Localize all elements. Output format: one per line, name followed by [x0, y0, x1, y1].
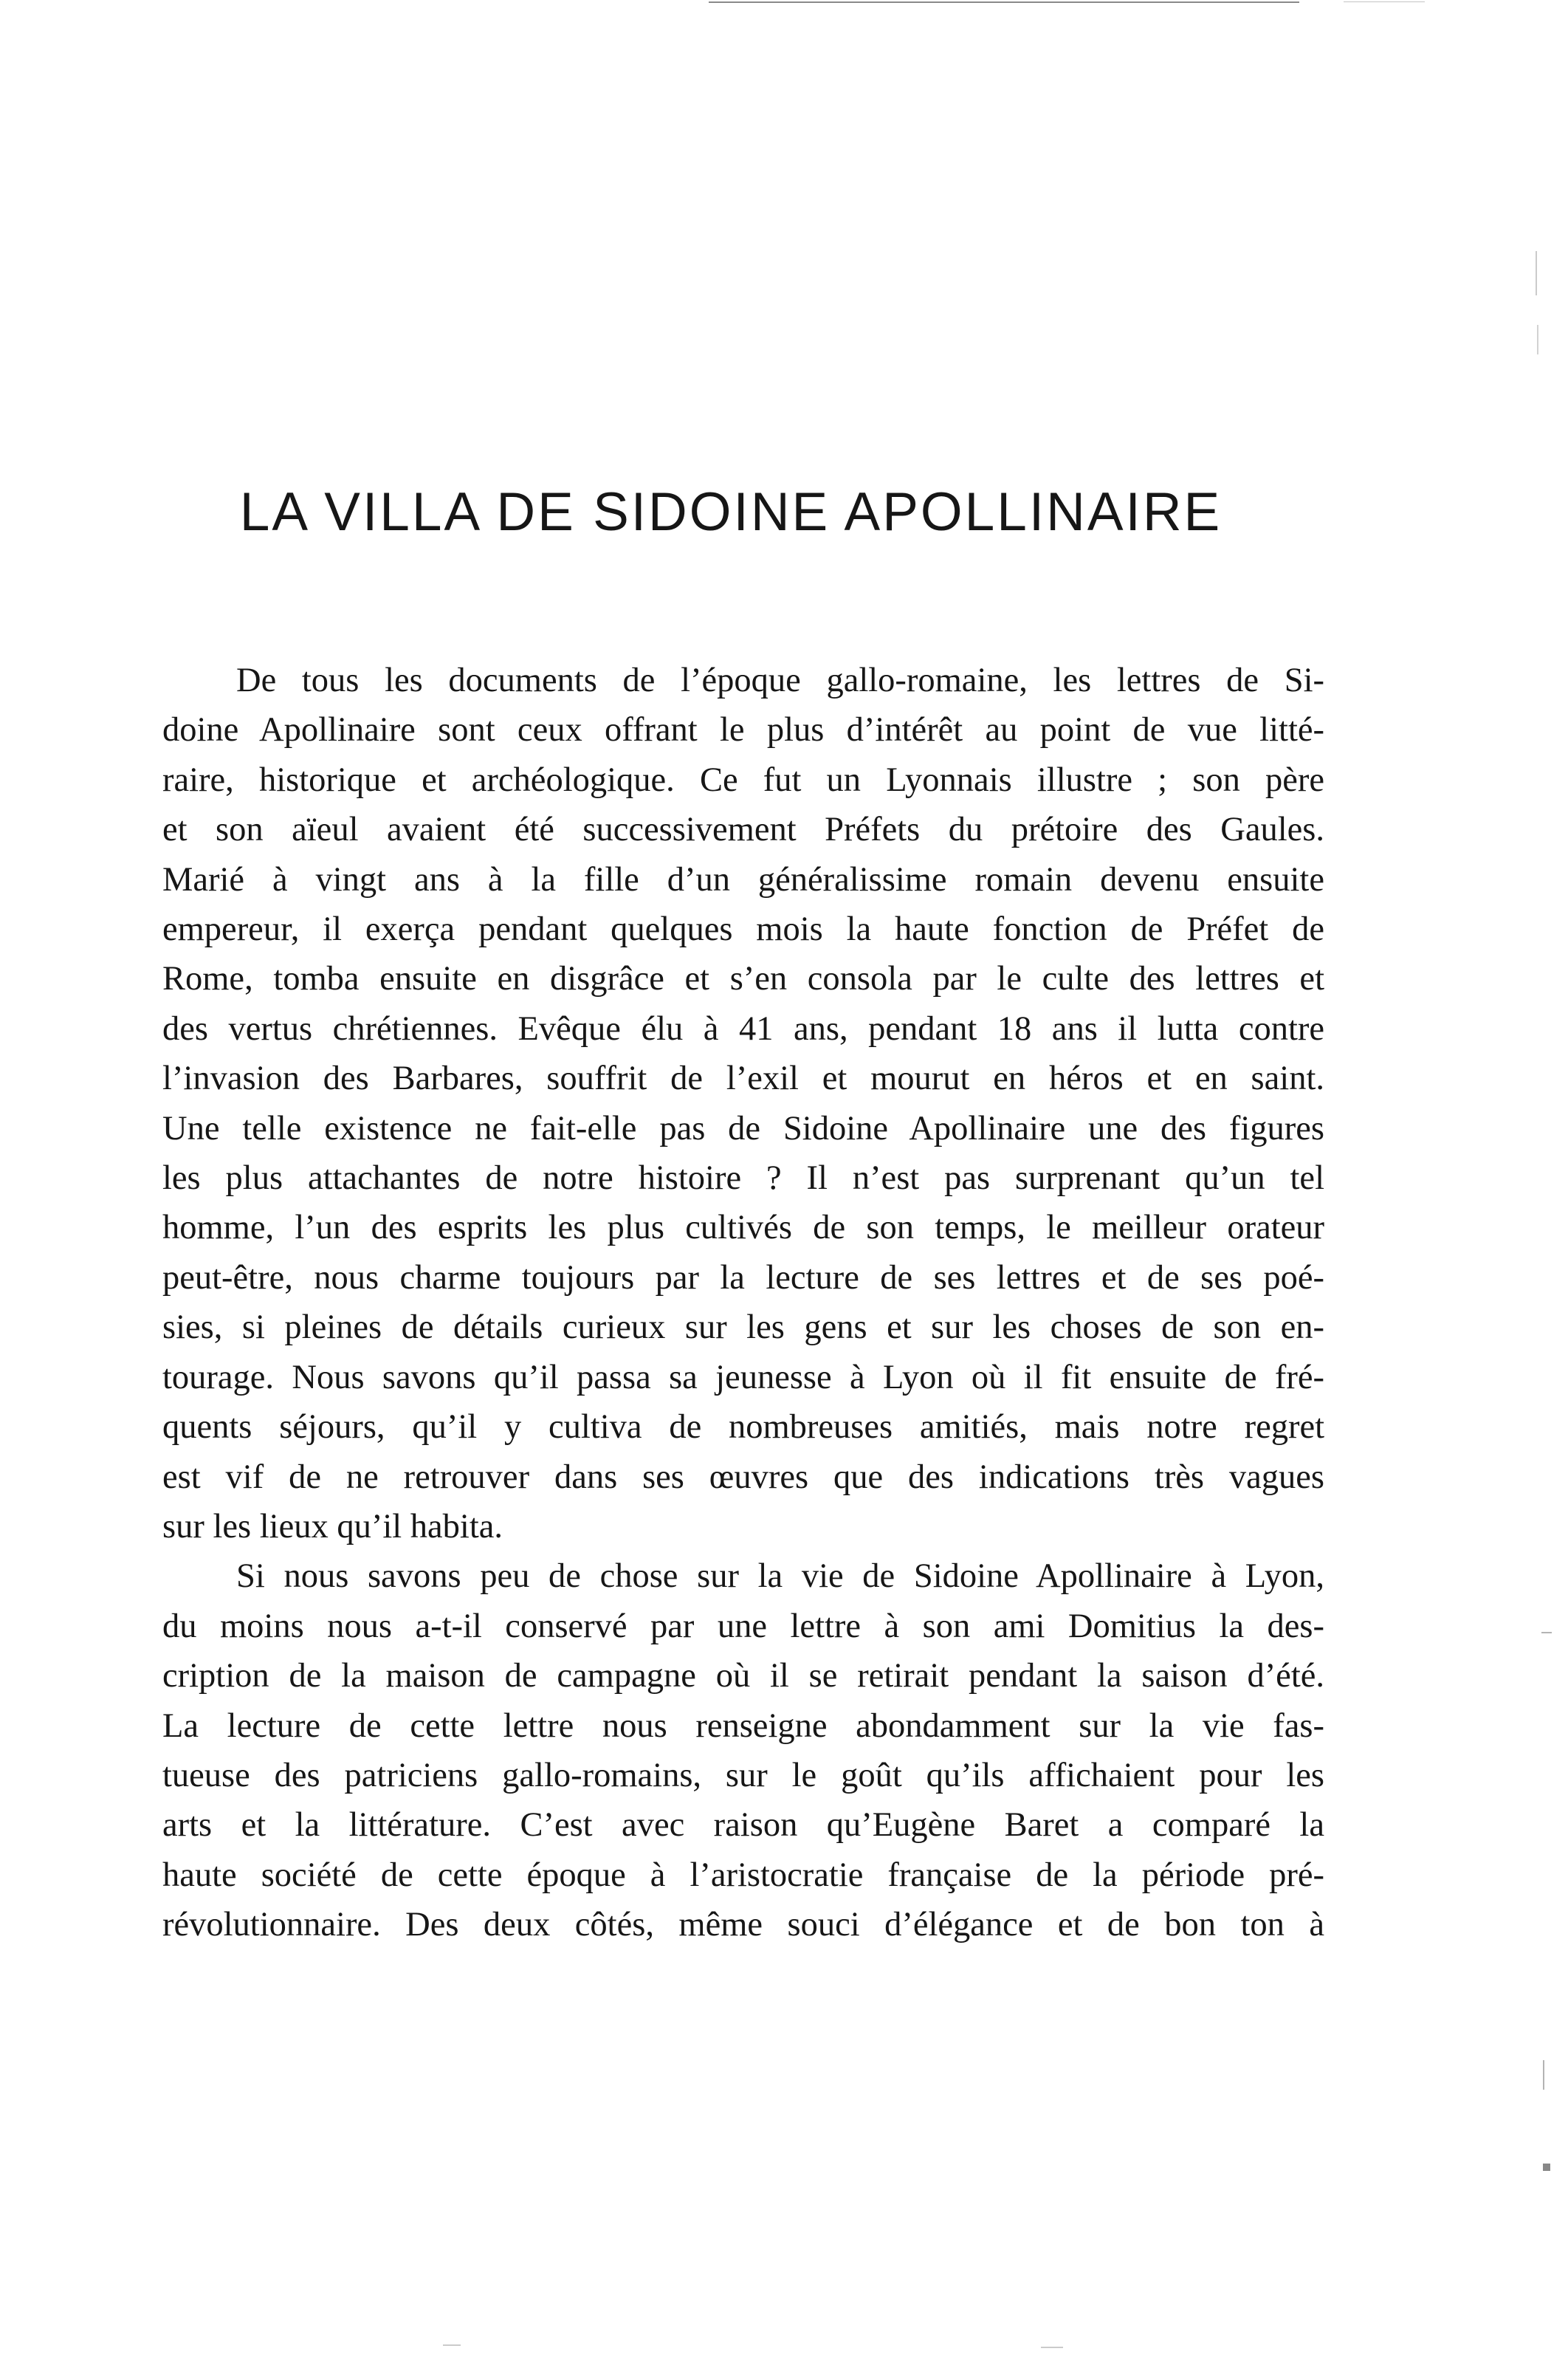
text-line: La lecture de cette lettre nous renseigne abondamment sur la vie fas-	[162, 1706, 1324, 1745]
text-line: révolutionnaire. Des deux côtés, même souci d’élégance et de bon ton à	[162, 1906, 1324, 1944]
scan-artifact	[1041, 2347, 1063, 2348]
text-line: l’invasion des Barbares, souffrit de l’exil et mourut en héros et en saint.	[162, 1060, 1324, 1098]
paragraph-2	[162, 1551, 1324, 1949]
text-line: Rome, tomba ensuite en disgrâce et s’en consola par le culte des lettres et	[162, 960, 1324, 998]
text-line: quents séjours, qu’il y cultiva de nombreuses amitiés, mais notre regret	[162, 1408, 1324, 1447]
text-line: des vertus chrétiennes. Evêque élu à 41 ans, pendant 18 ans il lutta contre	[162, 1009, 1324, 1048]
text-line: sur les lieux qu’il habita.	[162, 1507, 503, 1545]
text-line: est vif de ne retrouver dans ses œuvres que des indications très vagues	[162, 1458, 1324, 1496]
scan-artifact	[1543, 2060, 1544, 2090]
text-line: haute société de cette époque à l’aristocratie française de la période pré-	[162, 1856, 1324, 1894]
text-line: sies, si pleines de détails curieux sur les gens et sur les choses de son en-	[162, 1308, 1324, 1347]
text-line: doine Apollinaire sont ceux offrant le plus d’intérêt au point de vue litté-	[162, 711, 1324, 749]
text-line: Marié à vingt ans à la fille d’un généralissime romain devenu ensuite	[162, 860, 1324, 899]
text-line: Si nous savons peu de chose sur la vie de Sidoine Apollinaire à Lyon,	[236, 1557, 1324, 1596]
scan-artifact	[1543, 2164, 1550, 2171]
text-line: cription de la maison de campagne où il se retirait pendant la saison d’été.	[162, 1657, 1324, 1695]
scan-artifact	[1541, 1632, 1552, 1633]
chapter-title: LA VILLA DE SIDOINE APOLLINAIRE	[239, 482, 1223, 542]
text-line: tueuse des patriciens gallo-romains, sur le goût qu’ils affichaient pour les	[162, 1756, 1324, 1794]
text-line: raire, historique et archéologique. Ce fut un Lyonnais illustre ; son père	[162, 761, 1324, 799]
text-line: et son aïeul avaient été successivement Préfets du prétoire des Gaules.	[162, 811, 1324, 849]
scan-artifact	[1537, 325, 1538, 354]
text-line: du moins nous a-t-il conservé par une lettre à son ami Domitius la des-	[162, 1607, 1324, 1645]
text-line: Une telle existence ne fait-elle pas de Sidoine Apollinaire une des figures	[162, 1109, 1324, 1147]
text-line: homme, l’un des esprits les plus cultivés de son temps, le meilleur orateur	[162, 1209, 1324, 1247]
top-rule	[709, 1, 1299, 3]
text-line: arts et la littérature. C’est avec raison qu’Eugène Baret a comparé la	[162, 1806, 1324, 1845]
top-rule-fragment	[1344, 1, 1425, 2]
text-line: tourage. Nous savons qu’il passa sa jeunesse à Lyon où il fit ensuite de fré-	[162, 1358, 1324, 1396]
body-text	[162, 656, 1324, 1950]
text-line: De tous les documents de l’époque gallo-romaine, les lettres de Si-	[236, 662, 1324, 699]
text-line: les plus attachantes de notre histoire ? Il n’est pas surprenant qu’un tel	[162, 1159, 1324, 1198]
paragraph-1	[162, 656, 1324, 1551]
text-line: peut-être, nous charme toujours par la lecture de ses lettres et de ses poé-	[162, 1258, 1324, 1297]
scan-artifact	[1536, 251, 1537, 295]
text-line: empereur, il exerça pendant quelques mois la haute fonction de Préfet de	[162, 910, 1324, 949]
scan-artifact	[443, 2344, 461, 2346]
